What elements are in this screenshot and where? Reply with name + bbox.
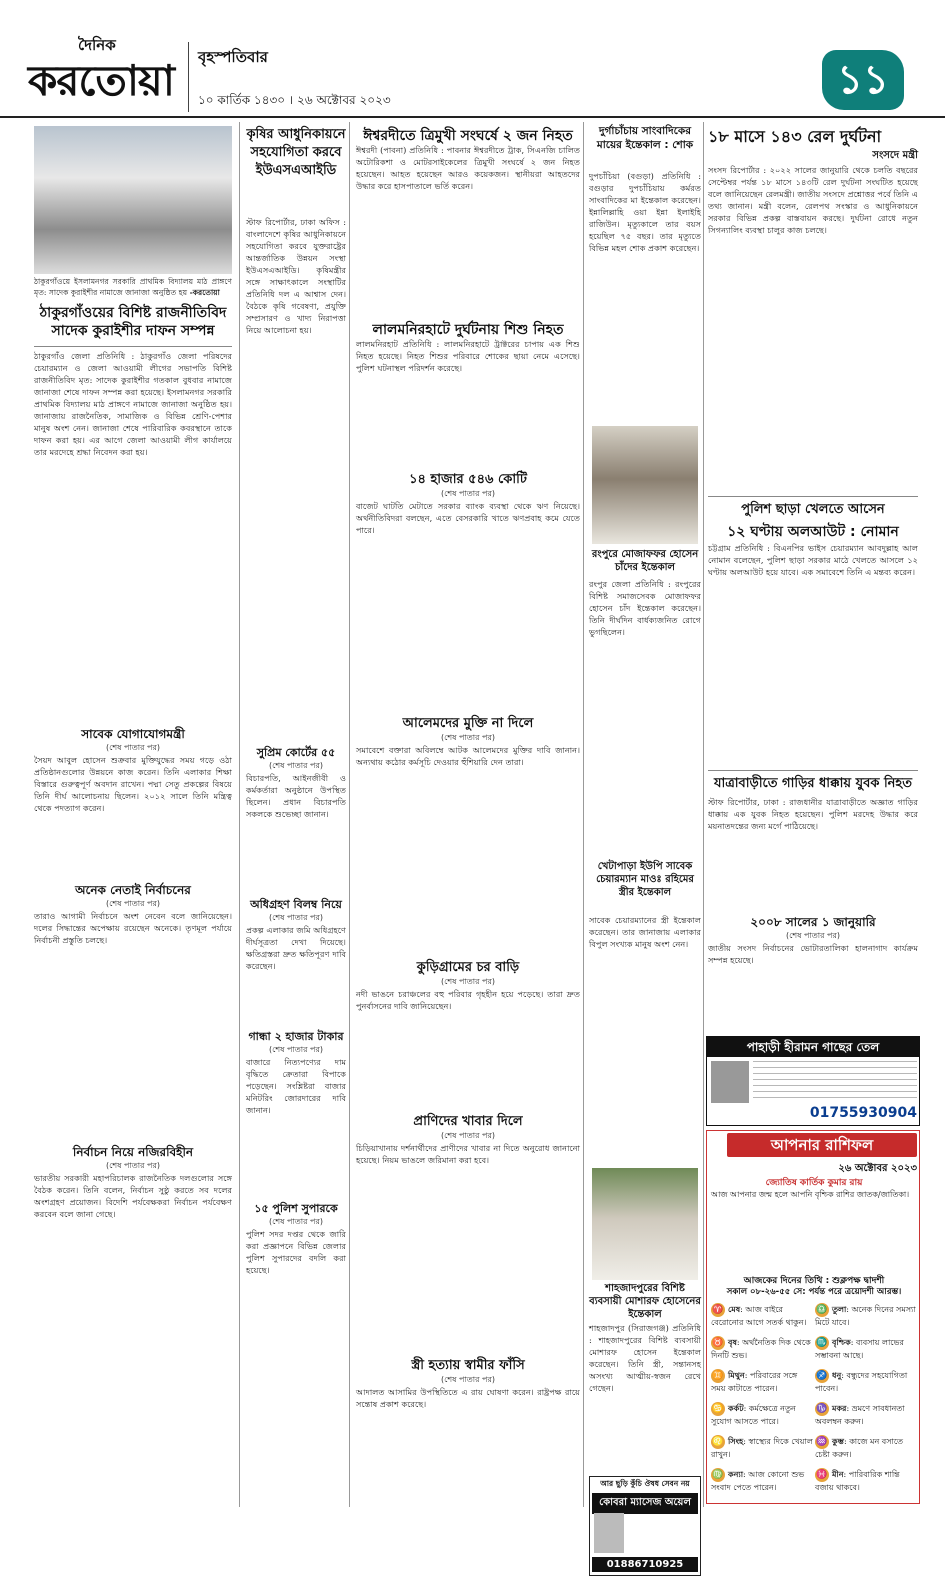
- headline-alem: আলেমদের মুক্তি না দিলে: [402, 716, 534, 731]
- logo-prefix: দৈনিক: [78, 36, 116, 54]
- ad-product-title: কোবরা ম্যাসেজ অয়েল: [592, 1493, 698, 1514]
- article-lalmonirhat: লালমনিরহাট প্রতিনিধি : লালমনিরহাটে ট্রাক্টরের চাপায় এক শিশু নিহত হয়েছে। নিহত শিশুর পরিবারে শোকের ছায়া নেমে এসেছে। পুলিশ ঘটনাস্থল পরিদর্শন করেছে।: [356, 339, 580, 373]
- zodiac-entry: ♐ ধনু: বন্ধুদের সহযোগিতা পাবেন।: [815, 1370, 908, 1393]
- zodiac-name: বৃষ: [728, 1337, 737, 1347]
- zodiac-icon: ♑: [816, 1404, 828, 1414]
- zodiac-text: আজ বাইরে বেরোনোর আগে সতর্ক থাকুন।: [711, 1305, 807, 1327]
- headline-animals: প্রাণিদের খাবার দিলে: [413, 1114, 523, 1129]
- horoscope-intro: আজ আপনার জন্ম হলে আপনি বৃশ্চিক রাশির জাতক/জাতিকা।: [711, 1190, 910, 1199]
- zodiac-icon: ♍: [712, 1470, 724, 1480]
- article-ishwardi: ঈশ্বরদী (পাবনা) প্রতিনিধি : পাবনার ঈশ্বরদীতে ট্রাক, সিএনজি চালিত অটোরিকশা ও মোটরসাইকেলের ত্রিমুখী সংঘর্ষে ২ জন নিহত হয়েছেন। আহত হয়েছেন আরও কয়েকজন। স্থানীয়রা আহতদের উদ্ধার করে হাসপাতালে ভর্তি করেন।: [356, 145, 580, 191]
- zodiac-icon: ♈: [712, 1305, 724, 1315]
- article-2008: জাতীয় সংসদ নির্বাচনের ভোটারতালিকা হালনাগাদ কার্যক্রম সম্পন্ন হয়েছে।: [708, 943, 918, 965]
- headline-credit: সংসদে মন্ত্রী: [872, 150, 918, 161]
- article-funeral: ঠাকুরগাঁও জেলা প্রতিনিধি : ঠাকুরগাঁও জেলা পরিষদের চেয়ারম্যান ও জেলা আওয়ামী লীগের সভাপতি বিশিষ্ট রাজনীতিবিদ মৃত: সাদেক কুরাইশীর গতকাল বুধবার নামাজে জানাজা শেষে দাফন সম্পন্ন করা হয়েছে। ইসলামনগর সরকারি প্রাথমিক বিদ্যালয় মাঠ প্রাঙ্গণে নামাজে জানাজা অনুষ্ঠিত হয়। জানাজায় রাজনৈতিক, সামাজিক ও বিভিন্ন শ্রেণি-পেশার মানুষ অংশ নেন। জানাজা শেষে পারিবারিক কবরস্থানে তাকে দাফন করা হয়। এর আগে জেলা আওয়ামী লীগ কার্যালয়ে তার মরদেহে শ্রদ্ধা নিবেদন করা হয়।: [34, 351, 232, 457]
- article-crore: বাজেট ঘাটতি মেটাতে সরকার ব্যাংক ব্যবস্থা থেকে ঋণ নিয়েছে। অর্থনীতিবিদরা বলছেন, এতে বেসরকারি খাতে ঋণপ্রবাহ কমে যেতে পারে।: [356, 501, 580, 535]
- zodiac-text: আজ কোনো শুভ সংবাদ পেতে পারেন।: [711, 1470, 805, 1492]
- zodiac-text: কর্মক্ষেত্রে নতুন সুযোগ আসতে পারে।: [711, 1404, 796, 1426]
- ad-phone: 01755930904: [809, 1105, 917, 1121]
- article-many-leaders: তারাও আগামী নির্বাচনে অংশ নেবেন বলে জানিয়েছেন। দলের সিদ্ধান্তের অপেক্ষায় রয়েছেন অনেকে। তৃণমূল পর্যায়ে নির্বাচনী প্রস্তুতি চলছে।: [34, 911, 232, 945]
- zodiac-icon: ♋: [712, 1404, 724, 1414]
- masthead-divider: [188, 42, 189, 112]
- zodiac-name: মেষ: [728, 1304, 741, 1314]
- tithi-title: আজকের দিনের তিথি : শুক্লপক্ষ দ্বাদশী: [743, 1276, 885, 1286]
- ad-tagline: আর ছুড়ি কুঁচি ঔষধ সেবন নয়: [600, 1479, 690, 1488]
- masthead: [0, 0, 945, 118]
- issue-day: বৃহস্পতিবার: [198, 48, 268, 66]
- zodiac-icon: ♐: [816, 1371, 828, 1381]
- column-4: [586, 122, 704, 1570]
- article-supreme-court: বিচারপতি, আইনজীবী ও কর্মকর্তারা অনুষ্ঠানে উপস্থিত ছিলেন। প্রধান বিচারপতি সকলকে শুভেচ্ছা জানান।: [246, 773, 346, 819]
- headline-police-kicker: পুলিশ ছাড়া খেলতে আসেন: [741, 502, 885, 517]
- zodiac-text: স্বাস্থ্যের দিকে খেয়াল রাখুন।: [711, 1437, 813, 1459]
- caption-text: ঠাকুরগাঁওয়ে ইসলামনগর সরকারি প্রাথমিক বিদ্যালয় মাঠ প্রাঙ্গণে মৃত: সাদেক কুরাইশীর নামাজে জানাজা অনুষ্ঠিত হয়: [34, 277, 232, 297]
- zodiac-name: কন্যা: [728, 1469, 744, 1479]
- zodiac-icon: ♓: [816, 1470, 828, 1480]
- headline-lalmonirhat: লালমনিরহাটে দুর্ঘটনায় শিশু নিহত: [372, 322, 564, 338]
- horoscope-date: ২৬ অক্টোবর ২০২৩: [838, 1163, 917, 1174]
- headline-usaid: কৃষির আধুনিকায়নে সহযোগিতা করবে ইউএসএআইডি: [246, 127, 346, 178]
- zodiac-entry: ♓ মীন: পারিবারিক শান্তি বজায় থাকবে।: [815, 1469, 900, 1492]
- divider: [708, 496, 918, 497]
- zodiac-name: মিথুন: [728, 1370, 745, 1380]
- divider: [708, 770, 918, 771]
- headline-2008: ২০০৮ সালের ১ জানুয়ারি: [750, 915, 876, 929]
- headline-jatrabari: যাত্রাবাড়ীতে গাড়ির ধাক্কায় যুবক নিহত: [713, 776, 913, 791]
- zodiac-entry: ♊ মিথুন: পরিবারের সঙ্গে সময় কাটাতে পারেন।: [711, 1370, 798, 1393]
- portrait-photo: [592, 1168, 698, 1280]
- headline-many-leaders: অনেক নেতাই নির্বাচনের: [75, 883, 191, 897]
- zodiac-name: ধনু: [832, 1370, 842, 1380]
- horoscope-title: আপনার রাশিফল: [727, 1133, 917, 1157]
- article-election: ভারতীয় সরকারী মহাপরিচালক রাজনৈতিক দলগুলোর সঙ্গে বৈঠক করেন। তিনি বলেন, নির্বাচন সুষ্ঠু করতে সব দলের অংশগ্রহণ প্রয়োজন। বিদেশি পর্যবেক্ষকরা নির্বাচন পর্যবেক্ষণ করবেন বলে জানা গেছে।: [34, 1173, 232, 1219]
- astrologer-name: জ্যোতিষ কার্তিক কুমার রায়: [765, 1178, 863, 1188]
- article-businessman: শাহজাদপুর (সিরাজগঞ্জ) প্রতিনিধি : শাহজাদপুরের বিশিষ্ট ব্যবসায়ী মোশারফ হোসেন ইন্তেকাল করেছেন। তিনি স্ত্রী, সন্তানসহ অসংখ্য আত্মীয়-স্বজন রেখে গেছেন।: [589, 1323, 701, 1393]
- column-3: [352, 122, 584, 1507]
- article-chairman-wife: সাবেক চেয়ারম্যানের স্ত্রী ইন্তেকাল করেছেন। তার জানাজায় এলাকার বিপুল সংখ্যক মানুষ অংশ নেন।: [589, 915, 701, 949]
- zodiac-entry: ♑ মকর: ভ্রমণে সাবধানতা অবলম্বন করুন।: [815, 1403, 905, 1426]
- article-police: পুলিশ সদর দপ্তর থেকে জারি করা প্রজ্ঞাপনে বিভিন্ন জেলার পুলিশ সুপারদের বদলি করা হয়েছে।: [246, 1229, 346, 1275]
- continuation-note: (শেষ পাতার পর): [440, 1131, 496, 1140]
- caption-credit: -করতোয়া: [189, 288, 220, 297]
- zodiac-list-right: [815, 1303, 917, 1501]
- continuation-note: (শেষ পাতার পর): [440, 489, 496, 498]
- continuation-note: (শেষ পাতার পর): [440, 977, 496, 986]
- headline-price: গান্ধা ২ হাজার টাকার: [248, 1030, 344, 1043]
- article-acquisition: প্রকল্প এলাকার জমি অধিগ্রহণে দীর্ঘসূত্রতা দেখা দিয়েছে। ক্ষতিগ্রস্তরা দ্রুত ক্ষতিপূরণ দাবি করেছেন।: [246, 925, 346, 971]
- headline-supreme-court: সুপ্রিম কোর্টের ৫৫: [256, 746, 336, 759]
- zodiac-name: মীন: [832, 1469, 844, 1479]
- tithi-time: সকাল ০৮-২৬-৫৫ সে: পর্যন্ত পরে ত্রয়োদশী আরম্ভ।: [726, 1287, 902, 1297]
- continuation-note: (শেষ পাতার পর): [440, 1375, 496, 1384]
- article-journalist-mother: দুপচাঁচিয়া (বগুড়া) প্রতিনিধি : বগুড়ার দুপচাঁচিয়ায় কর্মরত সাংবাদিকের মা ইন্তেকাল করেছেন। ইন্নালিল্লাহি ওয়া ইন্না ইলাইহি রাজিউন। মৃত্যুকালে তার বয়স হয়েছিল ৭৫ বছর। তার মৃত্যুতে বিভিন্ন মহল শোক প্রকাশ করেছেন।: [589, 171, 701, 253]
- zodiac-text: অর্থনৈতিক দিক থেকে দিনটি শুভ।: [711, 1338, 811, 1360]
- zodiac-entry: ♉ বৃষ: অর্থনৈতিক দিক থেকে দিনটি শুভ।: [711, 1337, 811, 1360]
- headline-ishwardi: ঈশ্বরদীতে ত্রিমুখী সংঘর্ষে ২ জন নিহত: [363, 128, 573, 144]
- article-verdict: আদালত আসামির উপস্থিতিতে এ রায় ঘোষণা করেন। রাষ্ট্রপক্ষ রায়ে সন্তোষ প্রকাশ করেছে।: [356, 1387, 580, 1409]
- horoscope-panel: [706, 1130, 920, 1504]
- zodiac-entry: ♒ কুম্ভ: কাজে মন বসাতে চেষ্টা করুন।: [815, 1436, 904, 1459]
- continuation-note: (শেষ পাতার পর): [105, 743, 161, 752]
- zodiac-text: ভ্রমণে সাবধানতা অবলম্বন করুন।: [815, 1404, 905, 1426]
- headline-chairman-wife: খেটাপাড়া ইউপি সাবেক চেয়ারম্যান মাওঃ রহিমের স্ত্রীর ইন্তেকাল: [596, 861, 694, 898]
- zodiac-icon: ♎: [816, 1305, 828, 1315]
- obituary-caption: শাহজাদপুরের বিশিষ্ট ব্যবসায়ী মোশারফ হোসেনের ইন্তেকাল: [589, 1283, 701, 1320]
- column-2: [242, 122, 350, 1507]
- ad-body: [753, 1061, 917, 1103]
- headline-acquisition: অধিগ্রহণ বিলম্ব নিয়ে: [250, 898, 342, 911]
- funeral-photo: [34, 126, 232, 274]
- headline-rail-accidents: ১৮ মাসে ১৪৩ রেল দুর্ঘটনা: [708, 127, 882, 146]
- article-noman: চট্টগ্রাম প্রতিনিধি : বিএনপির ভাইস চেয়ারম্যান আবদুল্লাহ আল নোমান বলেছেন, পুলিশ ছাড়া সরকার মাঠে খেলতে আসলে ১২ ঘণ্টায় অলআউট হয়ে যাবে। এক সমাবেশে তিনি এ মন্তব্য করেন।: [708, 543, 918, 577]
- zodiac-text: পারিবারিক শান্তি বজায় থাকবে।: [815, 1470, 900, 1492]
- zodiac-name: কুম্ভ: [832, 1436, 844, 1446]
- article-kurigram: নদী ভাঙনে চরাঞ্চলের বহু পরিবার গৃহহীন হয়ে পড়েছে। তারা দ্রুত পুনর্বাসনের দাবি জানিয়েছেন।: [356, 989, 580, 1011]
- zodiac-name: মকর: [832, 1403, 847, 1413]
- divider: [34, 346, 232, 347]
- continuation-note: (শেষ পাতার পর): [268, 1217, 324, 1226]
- headline-crore: ১৪ হাজার ৫৪৬ কোটি: [409, 472, 527, 487]
- issue-date: ১০ কার্তিক ১৪৩০ । ২৬ অক্টোবর ২০২৩: [198, 93, 391, 107]
- zodiac-list-left: [711, 1303, 813, 1501]
- headline-noman: ১২ ঘণ্টায় অলআউট : নোমান: [727, 524, 899, 540]
- headline-police: ১৫ পুলিশ সুপারকে: [254, 1202, 338, 1215]
- zodiac-text: পরিবারের সঙ্গে সময় কাটাতে পারেন।: [711, 1371, 798, 1393]
- continuation-note: (শেষ পাতার পর): [268, 761, 324, 770]
- zodiac-text: অনেক দিনের সমস্যা মিটে যাবে।: [815, 1305, 916, 1327]
- article-price: বাজারে নিত্যপণ্যের দাম বৃদ্ধিতে ক্রেতারা বিপাকে পড়েছেন। সংশ্লিষ্টরা বাজার মনিটরিং জোরদারের দাবি জানান।: [246, 1057, 346, 1115]
- column-5: [706, 122, 920, 1507]
- zodiac-entry: ♍ কন্যা: আজ কোনো শুভ সংবাদ পেতে পারেন।: [711, 1469, 805, 1492]
- zodiac-icon: ♒: [816, 1437, 828, 1447]
- continuation-note: (শেষ পাতার পর): [268, 1045, 324, 1054]
- article-obituary: রংপুর জেলা প্রতিনিধি : রংপুরের বিশিষ্ট সমাজসেবক মোজাফফর হোসেন চাঁদ ইন্তেকাল করেছেন। তিনি দীর্ঘদিন বার্ধক্যজনিত রোগে ভুগছিলেন।: [589, 579, 701, 637]
- continuation-note: (শেষ পাতার পর): [105, 1161, 161, 1170]
- ad-photo: [594, 1513, 624, 1553]
- zodiac-name: কর্কট: [728, 1403, 744, 1413]
- article-jatrabari: স্টাফ রিপোর্টার, ঢাকা : রাজধানীর যাত্রাবাড়ীতে অজ্ঞাত গাড়ির ধাক্কায় এক যুবক নিহত হয়েছেন। পুলিশ মরদেহ উদ্ধার করে ময়নাতদন্তের জন্য মর্গে পাঠিয়েছে।: [708, 797, 918, 831]
- zodiac-name: তুলা: [832, 1304, 847, 1314]
- zodiac-entry: ♏ বৃশ্চিক: ব্যবসায় লাভের সম্ভাবনা আছে।: [815, 1337, 904, 1360]
- zodiac-icon: ♉: [712, 1338, 724, 1348]
- column-1: [28, 122, 240, 1507]
- zodiac-text: বন্ধুদের সহযোগিতা পাবেন।: [815, 1371, 908, 1393]
- zodiac-icon: ♊: [712, 1371, 724, 1381]
- continuation-note: (শেষ পাতার পর): [440, 733, 496, 742]
- ad-title: পাহাড়ী হীরামন গাছের তেল: [707, 1037, 919, 1057]
- article-alem: সমাবেশে বক্তারা অবিলম্বে আটক আলেমদের মুক্তির দাবি জানান। অন্যথায় কঠোর কর্মসূচি দেওয়ার হুঁশিয়ারি দেন তারা।: [356, 745, 580, 767]
- headline-election: নির্বাচন নিয়ে নজিরবিহীন: [72, 1145, 194, 1159]
- zodiac-entry: ♎ তুলা: অনেক দিনের সমস্যা মিটে যাবে।: [815, 1304, 916, 1327]
- article-animals: চিড়িয়াখানায় দর্শনার্থীদের প্রাণীদের খাবার না দিতে অনুরোধ জানানো হয়েছে। নিয়ম ভাঙলে জরিমানা করা হবে।: [356, 1143, 580, 1165]
- article-usaid: স্টাফ রিপোর্টার, ঢাকা অফিস : বাংলাদেশে কৃষির আধুনিকায়নে সহযোগিতা করবে যুক্তরাষ্ট্রের আন্তর্জাতিক উন্নয়ন সংস্থা ইউএসএআইডি। কৃষিমন্ত্রীর সঙ্গে সাক্ষাৎকালে সংস্থাটির প্রতিনিধি দল এ আশ্বাস দেন। বৈঠকে কৃষি গবেষণা, প্রযুক্তি সম্প্রসারণ ও খাদ্য নিরাপত্তা নিয়ে আলোচনা হয়।: [246, 217, 346, 335]
- zodiac-entry: ♋ কর্কট: কর্মক্ষেত্রে নতুন সুযোগ আসতে পারে।: [711, 1403, 796, 1426]
- zodiac-name: বৃশ্চিক: [832, 1337, 851, 1347]
- zodiac-entry: ♈ মেষ: আজ বাইরে বেরোনোর আগে সতর্ক থাকুন।: [711, 1304, 807, 1327]
- ad-photo: [711, 1061, 749, 1103]
- continuation-note: (শেষ পাতার পর): [105, 899, 161, 908]
- headline-funeral: ঠাকুরগাঁওয়ের বিশিষ্ট রাজনীতিবিদ সাদেক কুরাইশীর দাফন সম্পন্ন: [39, 305, 227, 339]
- continuation-note: (শেষ পাতার পর): [785, 931, 841, 940]
- cobra-oil-ad: [589, 1476, 701, 1576]
- continuation-note: (শেষ পাতার পর): [268, 913, 324, 922]
- zodiac-icon: ♏: [816, 1338, 828, 1348]
- zodiac-entry: ♌ সিংহ: স্বাস্থ্যের দিকে খেয়াল রাখুন।: [711, 1436, 813, 1459]
- zodiac-text: ব্যবসায় লাভের সম্ভাবনা আছে।: [815, 1338, 904, 1360]
- headline-journalist-mother: দুর্গাচাঁচায় সাংবাদিকের মায়ের ইন্তেকাল : শোক: [596, 125, 694, 151]
- headline-verdict: স্ত্রী হত্যায় স্বামীর ফাঁসি: [411, 1358, 525, 1373]
- headline-kurigram: কুড়িগ্রামের চর বাড়ি: [416, 960, 520, 975]
- newspaper-logo: করতোয়া: [28, 56, 174, 105]
- page-number: ১১: [822, 50, 904, 110]
- headline-former-minister: সাবেক যোগাযোগমন্ত্রী: [81, 727, 185, 741]
- hiramon-oil-ad: [706, 1036, 920, 1126]
- photo-caption: [34, 276, 232, 300]
- article-rail-accidents: সংসদ রিপোর্টার : ২০২২ সালের জানুয়ারি থেকে চলতি বছরের সেপ্টেম্বর পর্যন্ত ১৮ মাসে ১৪৩টি রেল দুর্ঘটনা সংঘটিত হয়েছে বলে জানিয়েছেন রেলমন্ত্রী। জাতীয় সংসদে প্রশ্নোত্তর পর্বে তিনি এ তথ্য জানান। মন্ত্রী বলেন, রেলপথ সংস্কার ও আধুনিকায়নে সরকার বিভিন্ন প্রকল্প বাস্তবায়ন করছে। দুর্ঘটনা রোধে নতুন সিগন্যালিং ব্যবস্থা চালুর কাজ চলছে।: [708, 165, 918, 235]
- article-former-minister: সৈয়দ আবুল হোসেন শুক্রবার মুক্তিযুদ্ধের সময় গড়ে ওঠা প্রতিষ্ঠানগুলোর উন্নয়নে কাজ করেন। তিনি এলাকার শিক্ষা বিস্তারে গুরুত্বপূর্ণ অবদান রাখেন। পদ্মা সেতু প্রকল্পের বিষয়ে তিনি দীর্ঘ আলোচনায় ছিলেন। ২০১২ সালে তিনি মন্ত্রিত্ব থেকে পদত্যাগ করেন।: [34, 755, 232, 813]
- portrait-photo: [592, 426, 698, 544]
- obituary-caption: রংপুরে মোজাফফর হোসেন চাঁদের ইন্তেকাল: [591, 549, 699, 573]
- zodiac-icon: ♌: [712, 1437, 724, 1447]
- ad-phone: 01886710925: [592, 1557, 698, 1572]
- zodiac-name: সিংহ: [728, 1436, 744, 1446]
- zodiac-text: কাজে মন বসাতে চেষ্টা করুন।: [815, 1437, 904, 1459]
